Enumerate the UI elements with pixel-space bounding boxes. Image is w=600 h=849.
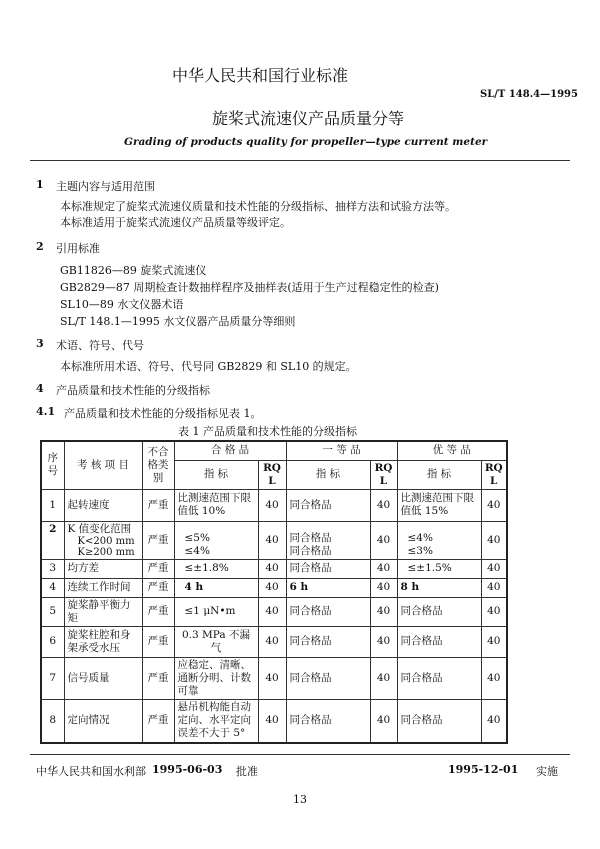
ref: GB2829—87 周期检查计数抽样程序及抽样表(适用于生产过程稳定性的检查) (60, 281, 439, 294)
cell-rql: 40 (370, 559, 397, 578)
cell-rql: 40 (258, 597, 286, 626)
cell-no: 2 (41, 521, 64, 559)
page-number: 13 (293, 793, 307, 806)
table-row (41, 699, 507, 743)
cell-no: 5 (41, 597, 64, 626)
doc-title-en: Grading of products quality for propeller—type current meter (124, 136, 488, 148)
cell-rql: 40 (481, 578, 507, 597)
ref: SL/T 148.1—1995 水文仪器产品质量分等细则 (60, 315, 296, 328)
table-caption: 表 1 产品质量和技术性能的分级指标 (178, 425, 357, 438)
cell-a: 比测速范围下限值低 10% (174, 489, 258, 521)
cell-b: 同合格品 (289, 531, 332, 544)
cell-rql: 40 (370, 657, 397, 699)
cell-rql: 40 (370, 489, 397, 521)
ref: SL10—89 水文仪器术语 (60, 298, 184, 311)
cell-c: ≤±1.5% (397, 559, 481, 578)
s3-p1: 本标准所用术语、符号、代号同 GB2829 和 SL10 的规定。 (60, 360, 357, 373)
s1-title: 主题内容与适用范围 (56, 180, 155, 193)
cell-c: ≤4% (407, 531, 433, 544)
standard-code: SL/T 148.4—1995 (480, 89, 578, 100)
cell-item: 旋桨柱腔和身架承受水压 (64, 626, 142, 657)
cell-rql: 40 (370, 521, 397, 559)
table-row (41, 521, 507, 559)
cell-b: 同合格品 (286, 489, 370, 521)
approve-label: 批准 (236, 765, 258, 778)
standard-title: 中华人民共和国行业标准 (172, 66, 349, 85)
table-row (41, 489, 507, 521)
cell-no: 4 (41, 578, 64, 597)
header-indicator: 指 标 (397, 460, 481, 489)
s3-num: 3 (36, 337, 44, 350)
s1-num: 1 (36, 178, 44, 191)
implement-label: 实施 (536, 765, 558, 778)
item-line: K<200 mm (77, 535, 135, 547)
table-row (41, 559, 507, 578)
cell-a: ≤4% (184, 544, 210, 557)
cell-rql: 40 (370, 597, 397, 626)
item-line: K 值变化范围 (67, 522, 132, 535)
cell-cat: 严重 (142, 578, 174, 597)
item-line: K≥200 mm (77, 546, 135, 558)
header-rql: RQL (370, 460, 397, 489)
cell-a: 0.3 MPa 不漏气 (174, 626, 258, 657)
table-row (41, 626, 507, 657)
cell-c: ≤3% (407, 544, 433, 557)
cell-cat: 严重 (142, 521, 174, 559)
cell-b: 同合格品 (286, 657, 370, 699)
cell-rql: 40 (481, 699, 507, 743)
header-no: 序号 (41, 441, 64, 489)
s1-p2: 本标准适用于旋桨式流速仪产品质量等级评定。 (60, 216, 291, 229)
cell-no: 6 (41, 626, 64, 657)
cell-c: 同合格品 (397, 657, 481, 699)
s4-num: 4 (36, 382, 44, 395)
implementation-date: 1995-12-01 (448, 763, 519, 776)
header-indicator: 指 标 (286, 460, 370, 489)
s3-title: 术语、符号、代号 (56, 339, 144, 352)
cell-a: ≤5% (184, 531, 210, 544)
cell-b: 同合格品 (286, 626, 370, 657)
cell-item: 起转速度 (64, 489, 142, 521)
cell-rql: 40 (258, 578, 286, 597)
header-indicator: 指 标 (174, 460, 258, 489)
s41-num: 4.1 (36, 405, 56, 418)
cell-no: 1 (41, 489, 64, 521)
cell-item: 旋桨静平衡力矩 (64, 597, 142, 626)
header-category: 不合格类 别 (142, 441, 174, 489)
cell-cat: 严重 (142, 489, 174, 521)
cell-rql: 40 (370, 578, 397, 597)
cell-c: 比测速范围下限值低 15% (397, 489, 481, 521)
header-superior: 优 等 品 (397, 441, 507, 460)
cell-c: 同合格品 (397, 626, 481, 657)
cell-rql: 40 (481, 657, 507, 699)
header-item: 考 核 项 目 (64, 441, 142, 489)
table-row (41, 578, 507, 597)
cell-cat: 严重 (142, 699, 174, 743)
cell-a: ≤±1.8% (174, 559, 258, 578)
cell-item: 定向情况 (64, 699, 142, 743)
cell-cat: 严重 (142, 626, 174, 657)
s1-p1: 本标准规定了旋桨式流速仪质量和技术性能的分级指标、抽样方法和试验方法等。 (60, 200, 456, 213)
cell-cat: 严重 (142, 597, 174, 626)
cell-item: 均方差 (64, 559, 142, 578)
cell-c: 同合格品 (397, 597, 481, 626)
cell-b: 同合格品 (286, 699, 370, 743)
cell-b: 同合格品 (286, 559, 370, 578)
s4-title: 产品质量和技术性能的分级指标 (56, 384, 210, 397)
cell-c: 8 h (397, 578, 481, 597)
header-rql: RQL (481, 460, 507, 489)
cell-rql: 40 (481, 559, 507, 578)
cell-no: 8 (41, 699, 64, 743)
s2-num: 2 (36, 240, 44, 253)
table-row (41, 657, 507, 699)
header-qualified: 合 格 品 (174, 441, 286, 460)
doc-title: 旋桨式流速仪产品质量分等 (212, 109, 405, 128)
s2-title: 引用标准 (56, 242, 100, 255)
footer (30, 754, 570, 815)
cell-rql: 40 (370, 626, 397, 657)
cell-rql: 40 (481, 489, 507, 521)
cell-b: 同合格品 (286, 597, 370, 626)
cell-b: 6 h (286, 578, 370, 597)
table-and-footer (30, 440, 570, 815)
cell-rql: 40 (258, 521, 286, 559)
header-rql: RQL (258, 460, 286, 489)
cell-item: 信号质量 (64, 657, 142, 699)
cell-item (64, 521, 142, 559)
cell-b: 同合格品 (289, 544, 332, 557)
cell-rql: 40 (370, 699, 397, 743)
table-row (41, 597, 507, 626)
cell-rql: 40 (481, 521, 507, 559)
cell-rql: 40 (258, 559, 286, 578)
cell-no: 3 (41, 559, 64, 578)
issuer: 中华人民共和国水利部 (36, 765, 146, 778)
s41-text: 产品质量和技术性能的分级指标见表 1。 (64, 407, 262, 420)
cell-a: ≤1 μN•m (174, 597, 258, 626)
cell-rql: 40 (481, 597, 507, 626)
divider (30, 160, 570, 161)
cell-item: 连续工作时间 (64, 578, 142, 597)
cell-cat: 严重 (142, 657, 174, 699)
cell-rql: 40 (258, 657, 286, 699)
issue-date: 1995-06-03 (152, 763, 223, 776)
cell-rql: 40 (258, 489, 286, 521)
cell-a: 应稳定、清晰、通断分明、计数可靠 (174, 657, 258, 699)
cell-a: 悬吊机构能自动定向、水平定向误差不大于 5° (174, 699, 258, 743)
cell-rql: 40 (481, 626, 507, 657)
cell-no: 7 (41, 657, 64, 699)
cell-c: 同合格品 (397, 699, 481, 743)
cell-rql: 40 (258, 626, 286, 657)
cell-a: 4 h (174, 578, 258, 597)
ref: GB11826—89 旋桨式流速仪 (60, 264, 207, 277)
grading-table (40, 440, 508, 744)
cell-rql: 40 (258, 699, 286, 743)
header-first-class: 一 等 品 (286, 441, 397, 460)
cell-cat: 严重 (142, 559, 174, 578)
